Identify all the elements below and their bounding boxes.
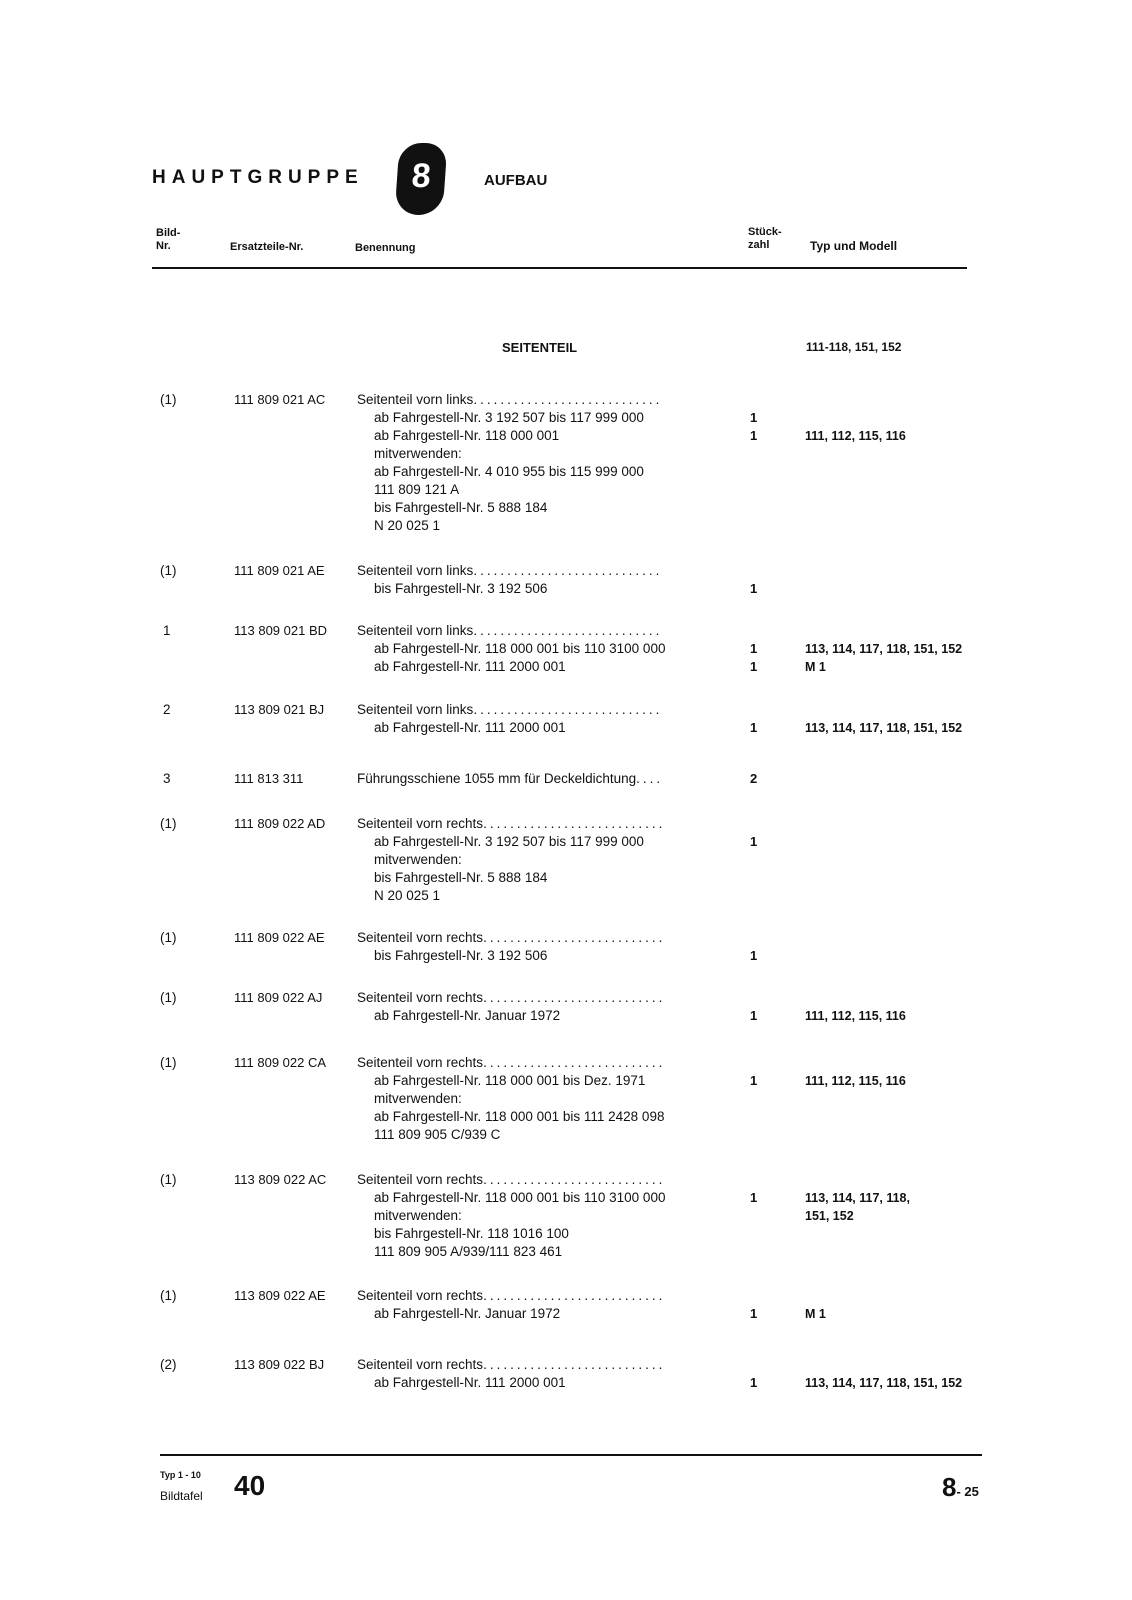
row-description-text: mitverwenden: xyxy=(374,1208,462,1223)
col-bild-nr-line2: Nr. xyxy=(156,240,171,252)
row-description xyxy=(357,929,665,947)
leader-dots: ........................... xyxy=(483,930,666,945)
row-quantity: 1 xyxy=(750,1073,758,1088)
row-type-model: 113, 114, 117, 118, 151, 152 xyxy=(805,642,963,656)
row-description-text: ab Fahrgestell-Nr. 118 000 001 bis 110 3100 000 xyxy=(374,641,666,656)
page-number xyxy=(942,1472,979,1503)
row-quantity: 1 xyxy=(750,1190,758,1205)
row-part-number: 111 809 021 AC xyxy=(234,392,326,407)
row-part-number: 113 809 021 BJ xyxy=(234,702,325,717)
row-quantity: 1 xyxy=(750,1008,758,1023)
row-description-text: mitverwenden: xyxy=(374,1091,462,1106)
row-description xyxy=(374,499,547,517)
row-quantity: 1 xyxy=(750,428,758,443)
row-description xyxy=(357,989,665,1007)
row-part-number: 113 809 021 BD xyxy=(234,623,327,638)
row-description-text: ab Fahrgestell-Nr. 3 192 507 bis 117 999 000 xyxy=(374,834,644,849)
row-type-model: 151, 152 xyxy=(805,1209,854,1223)
row-bild-nr: (1) xyxy=(160,1055,177,1070)
row-description-text: ab Fahrgestell-Nr. 111 2000 001 xyxy=(374,1375,566,1390)
row-description xyxy=(357,770,663,788)
row-type-model: M 1 xyxy=(805,660,826,674)
row-description xyxy=(374,580,547,598)
leader-dots: ........................... xyxy=(483,1172,666,1187)
row-part-number: 111 809 022 AE xyxy=(234,930,325,945)
row-description-text: 111 809 121 A xyxy=(374,482,460,497)
row-description xyxy=(357,1171,665,1189)
row-type-model: 111, 112, 115, 116 xyxy=(805,429,906,443)
row-part-number: 111 809 022 AJ xyxy=(234,990,323,1005)
group-number-badge xyxy=(394,143,447,215)
row-description-text: Seitenteil vorn links xyxy=(357,392,474,407)
col-stueckzahl xyxy=(748,226,782,252)
row-description xyxy=(374,463,644,481)
col-benennung: Benennung xyxy=(355,242,416,254)
row-description-text: 111 809 905 A/939/111 823 461 xyxy=(374,1244,563,1259)
row-description xyxy=(374,1374,566,1392)
row-description xyxy=(374,1126,500,1144)
row-type-model: 111, 112, 115, 116 xyxy=(805,1009,906,1023)
row-description xyxy=(374,409,644,427)
row-description xyxy=(374,1090,462,1108)
leader-dots: ............................ xyxy=(473,623,663,638)
row-description-text: ab Fahrgestell-Nr. 118 000 001 xyxy=(374,428,560,443)
footer-rule xyxy=(160,1454,982,1456)
row-part-number: 111 813 311 xyxy=(234,771,304,786)
row-part-number: 111 809 022 AD xyxy=(234,816,326,831)
row-description-text: N 20 025 1 xyxy=(374,518,441,533)
row-description xyxy=(357,1287,665,1305)
row-description-text: ab Fahrgestell-Nr. 111 2000 001 xyxy=(374,720,566,735)
row-description xyxy=(374,1243,562,1261)
section-title: SEITENTEIL xyxy=(502,340,578,355)
row-description xyxy=(374,851,462,869)
col-stueckzahl-line2: zahl xyxy=(748,239,770,251)
row-part-number: 113 809 022 AE xyxy=(234,1288,326,1303)
row-description xyxy=(357,1356,665,1374)
leader-dots: ........................... xyxy=(483,1357,666,1372)
row-quantity: 1 xyxy=(750,1375,758,1390)
row-quantity: 1 xyxy=(750,720,758,735)
header-rule xyxy=(152,267,967,269)
row-description xyxy=(374,1007,560,1025)
row-description-text: bis Fahrgestell-Nr. 118 1016 100 xyxy=(374,1226,569,1241)
row-type-model: 111, 112, 115, 116 xyxy=(805,1074,906,1088)
group-name: AUFBAU xyxy=(484,172,548,189)
row-description-text: bis Fahrgestell-Nr. 5 888 184 xyxy=(374,870,548,885)
row-type-model: M 1 xyxy=(805,1307,826,1321)
row-description-text: Seitenteil vorn links xyxy=(357,623,474,638)
row-description-text: ab Fahrgestell-Nr. 118 000 001 bis 111 2428 098 xyxy=(374,1109,665,1124)
row-description-text: mitverwenden: xyxy=(374,852,462,867)
row-description-text: Seitenteil vorn links xyxy=(357,563,474,578)
row-description-text: bis Fahrgestell-Nr. 3 192 506 xyxy=(374,948,548,963)
bildtafel-label: Bildtafel xyxy=(160,1489,203,1503)
row-description xyxy=(374,719,566,737)
row-description xyxy=(374,1225,569,1243)
row-description xyxy=(374,833,644,851)
leader-dots: ........................... xyxy=(483,816,666,831)
row-description xyxy=(374,1305,560,1323)
leader-dots: ............................ xyxy=(473,563,663,578)
row-description xyxy=(374,1207,462,1225)
row-quantity: 1 xyxy=(750,659,758,674)
row-description-text: 111 809 905 C/939 C xyxy=(374,1127,501,1142)
row-description xyxy=(357,1054,665,1072)
row-description-text: ab Fahrgestell-Nr. 3 192 507 bis 117 999 000 xyxy=(374,410,644,425)
row-description xyxy=(357,701,662,719)
col-stueckzahl-line1: Stück- xyxy=(748,226,782,238)
row-description-text: N 20 025 1 xyxy=(374,888,441,903)
row-description xyxy=(374,1072,645,1090)
row-description-text: Führungsschiene 1055 mm für Deckeldichtung xyxy=(357,771,637,786)
page-number-main: 8 xyxy=(942,1472,957,1502)
row-description xyxy=(357,562,662,580)
row-quantity: 1 xyxy=(750,410,758,425)
row-description-text: Seitenteil vorn rechts xyxy=(357,816,484,831)
row-description xyxy=(374,427,559,445)
row-description-text: Seitenteil vorn rechts xyxy=(357,930,484,945)
row-description xyxy=(357,622,662,640)
row-part-number: 111 809 021 AE xyxy=(234,563,325,578)
row-quantity: 1 xyxy=(750,581,758,596)
leader-dots: ............................ xyxy=(473,702,663,717)
row-bild-nr: (1) xyxy=(160,816,177,831)
leader-dots: .... xyxy=(636,771,664,786)
row-description xyxy=(374,1108,664,1126)
row-description xyxy=(374,887,440,905)
row-bild-nr: (1) xyxy=(160,563,177,578)
row-description-text: Seitenteil vorn links xyxy=(357,702,474,717)
row-description xyxy=(357,815,665,833)
row-bild-nr: 3 xyxy=(163,771,171,786)
group-number: 8 xyxy=(410,157,432,195)
row-quantity: 1 xyxy=(750,948,758,963)
col-typ-modell: Typ und Modell xyxy=(810,239,898,253)
row-type-model: 113, 114, 117, 118, 151, 152 xyxy=(805,1376,963,1390)
row-description-text: Seitenteil vorn rechts xyxy=(357,1288,484,1303)
row-bild-nr: (2) xyxy=(160,1357,177,1372)
col-bild-nr-line1: Bild- xyxy=(156,227,181,239)
leader-dots: ............................ xyxy=(473,392,663,407)
row-description-text: Seitenteil vorn rechts xyxy=(357,1357,484,1372)
row-description xyxy=(374,517,440,535)
row-description xyxy=(374,658,566,676)
page-number-sub: - 25 xyxy=(956,1484,979,1499)
row-description-text: Seitenteil vorn rechts xyxy=(357,1172,484,1187)
section-types: 111-118, 151, 152 xyxy=(806,340,902,354)
row-description-text: bis Fahrgestell-Nr. 3 192 506 xyxy=(374,581,548,596)
row-bild-nr: (1) xyxy=(160,392,177,407)
leader-dots: ........................... xyxy=(483,990,666,1005)
col-ersatzteile-nr: Ersatzteile-Nr. xyxy=(230,241,304,253)
row-quantity: 1 xyxy=(750,1306,758,1321)
leader-dots: ........................... xyxy=(483,1288,666,1303)
row-bild-nr: (1) xyxy=(160,1172,177,1187)
row-description-text: bis Fahrgestell-Nr. 5 888 184 xyxy=(374,500,548,515)
row-description-text: ab Fahrgestell-Nr. Januar 1972 xyxy=(374,1008,561,1023)
row-quantity: 1 xyxy=(750,641,758,656)
row-description xyxy=(374,640,665,658)
row-description xyxy=(374,947,547,965)
row-bild-nr: 1 xyxy=(163,623,171,638)
row-description xyxy=(374,869,547,887)
row-description-text: Seitenteil vorn rechts xyxy=(357,1055,484,1070)
row-description-text: mitverwenden: xyxy=(374,446,462,461)
row-description-text: ab Fahrgestell-Nr. 118 000 001 bis 110 3100 000 xyxy=(374,1190,666,1205)
row-bild-nr: (1) xyxy=(160,990,177,1005)
group-label: HAUPTGRUPPE xyxy=(152,167,364,188)
row-description xyxy=(374,1189,665,1207)
row-description xyxy=(374,481,459,499)
row-description-text: Seitenteil vorn rechts xyxy=(357,990,484,1005)
row-quantity: 2 xyxy=(750,771,758,786)
row-part-number: 113 809 022 AC xyxy=(234,1172,327,1187)
row-description-text: ab Fahrgestell-Nr. 118 000 001 bis Dez. 1971 xyxy=(374,1073,646,1088)
row-description-text: ab Fahrgestell-Nr. 111 2000 001 xyxy=(374,659,566,674)
row-description xyxy=(357,391,662,409)
row-quantity: 1 xyxy=(750,834,758,849)
row-type-model: 113, 114, 117, 118, 151, 152 xyxy=(805,721,963,735)
row-part-number: 113 809 022 BJ xyxy=(234,1357,325,1372)
row-description xyxy=(374,445,462,463)
row-bild-nr: (1) xyxy=(160,930,177,945)
row-description-text: ab Fahrgestell-Nr. Januar 1972 xyxy=(374,1306,561,1321)
leader-dots: ........................... xyxy=(483,1055,666,1070)
row-type-model: 113, 114, 117, 118, xyxy=(805,1191,910,1205)
col-bild-nr xyxy=(156,227,180,253)
row-part-number: 111 809 022 CA xyxy=(234,1055,327,1070)
bildtafel-number: 40 xyxy=(234,1470,266,1501)
footer-typ: Typ 1 - 10 xyxy=(160,1470,201,1480)
row-bild-nr: (1) xyxy=(160,1288,177,1303)
row-bild-nr: 2 xyxy=(163,702,171,717)
row-description-text: ab Fahrgestell-Nr. 4 010 955 bis 115 999 000 xyxy=(374,464,644,479)
